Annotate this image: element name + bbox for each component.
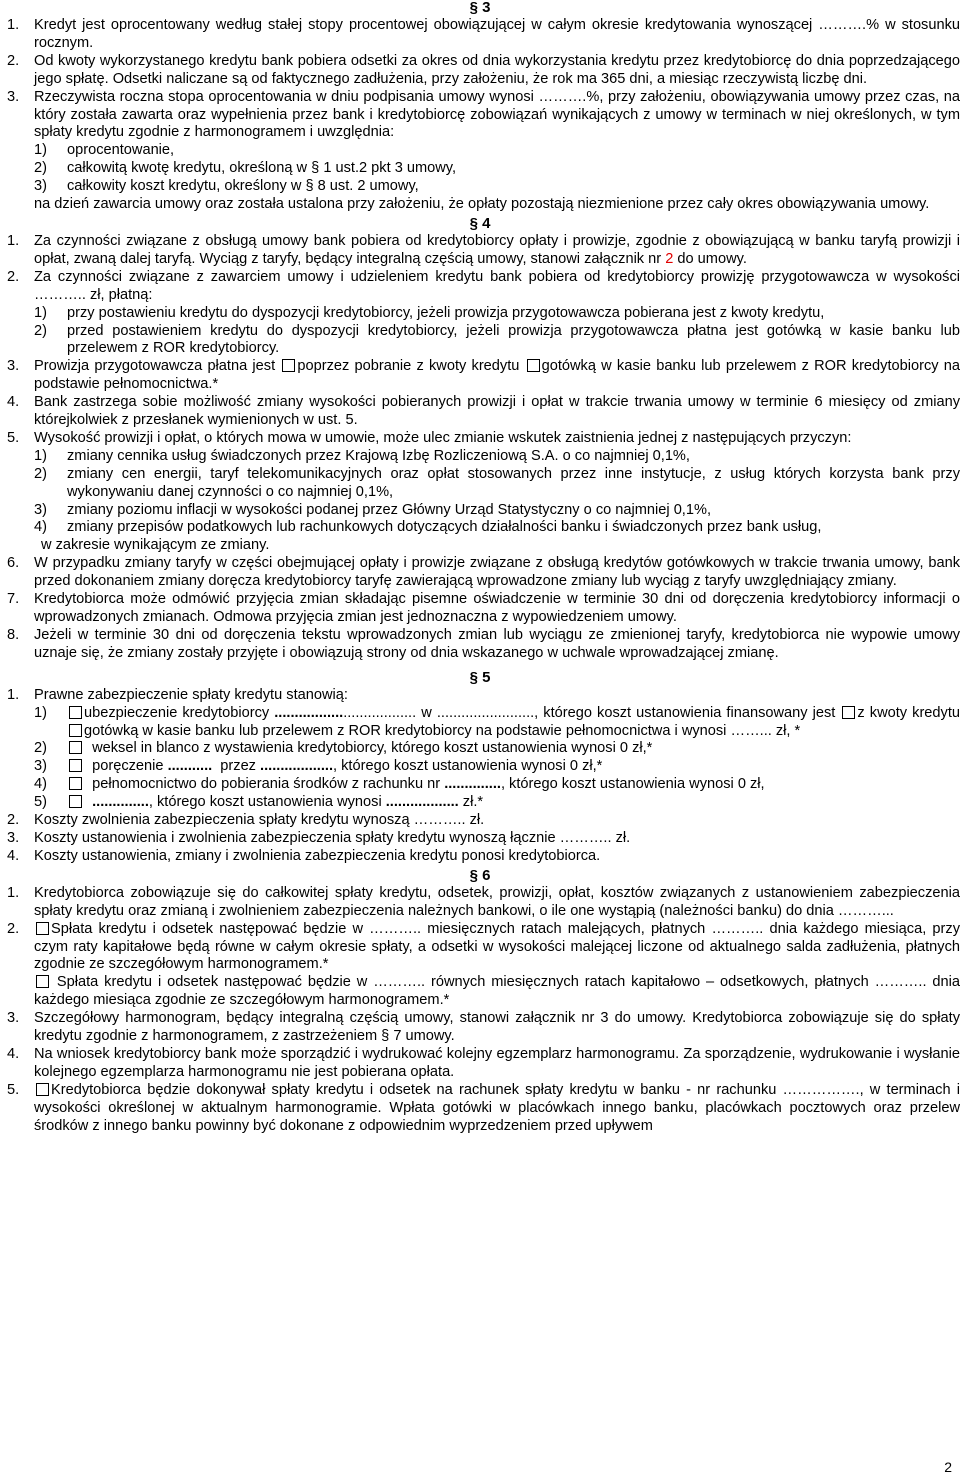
page-number: 2 [944,1459,952,1475]
s4-list-item: 1) zmiany cennika usług świadczonych przez Krajową Izbę Rozliczeniową S.A. o co najmniej 0,1%, [34,447,690,464]
section-5-heading: § 5 [469,668,491,686]
s4-paragraph-1: 1. Za czynności związane z obsługą umowy bank pobiera od kredytobiorcy opłaty i prowizje, zgodnie z obowiązującą w banku taryfą prowizji i opłat, zwaną dalej taryfą. Wyciąg z taryfy, będący integralną częścią umowy, stanowi załącznik nr 2 do umowy. [7,232,960,267]
s3-list-item: 3) całkowity koszt kredytu, określony w § 8 ust. 2 umowy, [34,178,419,195]
s3-list-item: 2) całkowitą kwotę kredytu, określoną w § 1 ust.2 pkt 3 umowy, [34,160,457,177]
checkbox[interactable] [36,975,49,988]
s4-paragraph-7: 7. Kredytobiorca może odmówić przyjęcia zmian składając pisemne oświadczenie w terminie 30 dni od doręczenia kredytobiorcy informacji o wprowadzonych zmianach. Odmowa przyjęcia zmian jest jednoznaczna z wypowiedzeniem umowy. [7,591,960,625]
s5-paragraph-3: 3. Koszty ustanowienia i zwolnienia zabezpieczenia spłaty kredytu wynoszą łącznie ……….. zł. [7,829,631,846]
checkbox[interactable] [69,759,82,772]
checkbox[interactable] [282,359,295,372]
s5-list-item-1: 1) ubezpieczenie kredytobiorcy ................................... w ........................, którego koszt ustanowienia finansowany jest z kwoty kredytu gotówką w kasie banku lub przelewem z ROR kredytobiorcy na podstawie pełnomocnictwa i wynosi ……... zł, * [34,704,960,739]
s5-list-item-3: 3) poręczenie ........... przez .................., którego koszt ustanowienia wynosi 0 zł,* [34,758,603,775]
s5-paragraph-1: 1. Prawne zabezpieczenie spłaty kredytu stanowią: [7,686,348,703]
checkbox[interactable] [69,777,82,790]
s4-paragraph-6: 6. W przypadku zmiany taryfy w części obejmującej opłaty i prowizje związane z obsługą kredytów gotówkowych w trakcie trwania umowy, bank przed dokonaniem zmiany doręcza kredytobiorcy taryfę zawierającą wprowadzone zmiany lub wyciąg z taryfy uwzględniający zmiany. [7,555,960,590]
s4-list-item: 1) przy postawieniu kredytu do dyspozycji kredytobiorcy, jeżeli prowizja przygotowawcza pobierana jest z kwoty kredytu, [34,304,825,321]
checkbox[interactable] [69,706,82,719]
s4-paragraph-8: 8. Jeżeli w terminie 30 dni od doręczenia tekstu wprowadzonych zmian lub wyciągu ze zmienionej taryfy, kredytobiorca nie wypowie umowy uznaje się, że zmiany zostały przyjęte i obowiązują strony od dnia wskazanego w uchwale wprowadzającej zmianę. [7,626,960,661]
s6-paragraph-2-alt: Spłata kredytu i odsetek następować będzie w ……….. równych miesięcznych ratach kapitałowo – odsetkowych, płatnych ……….. dnia każdego miesiąca zgodnie ze szczegółowym harmonogramem.* [34,974,960,1009]
s6-paragraph-2: 2. Spłata kredytu i odsetek następować będzie w ……….. miesięcznych ratach malejących, płatnych ……….. dnia każdego miesiąca, przy czym raty kapitałowe będą równe w całym okresie spłaty, a odsetki w wysokości malejącej liczone od aktualnego salda zadłużenia, płatnych zgodnie ze szczegółowym harmonogramem.* [7,920,960,973]
s4-list-tail: w zakresie wynikającym ze zmiany. [41,537,270,554]
s4-paragraph-5: 5. Wysokość prowizji i opłat, o których mowa w umowie, może ulec zmianie wskutek zaistnienia jednej z następujących przyczyn: [7,429,852,446]
attachment-number: 2 [665,250,674,267]
section-6-heading: § 6 [469,866,491,884]
s5-paragraph-4: 4. Koszty ustanowienia, zmiany i zwolnienia zabezpieczenia kredytu ponosi kredytobiorca. [7,847,601,864]
checkbox[interactable] [69,795,82,808]
s6-paragraph-4: 4. Na wniosek kredytobiorcy bank może sporządzić i wydrukować kolejny egzemplarz harmonogramu. Za sporządzenie, wydrukowanie i wysłanie kolejnego egzemplarza harmonogramu nie jest pobierana opłata. [7,1045,960,1080]
section-4-heading: § 4 [469,214,491,232]
checkbox[interactable] [842,706,855,719]
s4-list-item: 2) zmiany cen energii, taryf telekomunikacyjnych oraz opłat stosowanych przez inne instytucje, z usług których korzysta bank przy wykonywaniu danej czynności o co najmniej 0,1%, [34,465,960,500]
s4-list-item: 4) zmiany przepisów podatkowych lub rachunkowych dotyczących działalności banku i świadczonych przez bank usług, [34,519,822,536]
s3-paragraph-2: 2. Od kwoty wykorzystanego kredytu bank pobiera odsetki za okres od dnia wykorzystania kredytu przez kredytobiorcę do dnia poprzedzającego jego spłatę. Odsetki naliczane są od faktycznego zadłużenia, przy założeniu, że rok ma 365 dni, a miesiąc rzeczywistą liczbę dni. [7,52,960,87]
s4-list-item: 2) przed postawieniem kredytu do dyspozycji kredytobiorcy, jeżeli prowizja przygotowawcza płatna jest gotówką w kasie banku lub przelewem z ROR kredytobiorcy. [34,322,960,357]
s3-paragraph-1: 1. Kredyt jest oprocentowany według stałej stopy procentowej obowiązującej w całym okresie kredytowania wynoszącej ……….% w stosunku rocznym. [7,17,960,51]
s5-list-item-4: 4) pełnomocnictwo do pobierania środków z rachunku nr .............., którego koszt ustanowienia wynosi 0 zł, [34,776,765,793]
checkbox[interactable] [527,359,540,372]
s4-paragraph-2: 2. Za czynności związane z zawarciem umowy i udzieleniem kredytu bank pobiera od kredytobiorcy prowizję przygotowawcza w wysokości ……….. zł, płatną: [7,268,960,303]
s5-list-item-2: 2) weksel in blanco z wystawienia kredytobiorcy, którego koszt ustanowienia wynosi 0 zł,* [34,740,653,757]
s5-paragraph-2: 2. Koszty zwolnienia zabezpieczenia spłaty kredytu wynoszą ……….. zł. [7,812,485,829]
s3-list-item: 1) oprocentowanie, [34,142,175,159]
s3-paragraph-3: 3. Rzeczywista roczna stopa oprocentowania w dniu podpisania umowy wynosi ……….%, przy założeniu, obowiązywania umowy przez czas, na który została zawarta oraz wypełnienia przez bank i kredytobiorcę zobowiązań wynikających z umowy w terminach w niej określonych, w tym spłaty kredytu zgodnie z harmonogramem i uwzględnia: [7,88,960,141]
checkbox[interactable] [69,741,82,754]
s3-tail-text: na dzień zawarcia umowy oraz została ustalona przy założeniu, że opłaty pozostają niezmienione przez cały okres obowiązywania umowy. [34,196,930,213]
s6-paragraph-5: 5. Kredytobiorca będzie dokonywał spłaty kredytu i odsetek na rachunek spłaty kredytu w banku - nr rachunku ……………., w terminach i wysokości określonej w aktualnym harmonogramie. Wpłata gotówki w placówkach innego banku, placówkach pocztowych oraz przelew środków z innego banku powinny być dokonane z odpowiednim wyprzedzeniem przed upływem [7,1081,960,1134]
s4-paragraph-3: 3. Prowizja przygotowawcza płatna jest poprzez pobranie z kwoty kredytu gotówką w kasie banku lub przelewem z ROR kredytobiorcy na podstawie pełnomocnictwa.* [7,358,960,393]
checkbox[interactable] [69,724,82,737]
s4-list-item: 3) zmiany poziomu inflacji w wysokości podanej przez Główny Urząd Statystyczny o co najmniej 0,1%, [34,501,712,518]
section-3-heading: § 3 [469,0,491,16]
s6-paragraph-1: 1. Kredytobiorca zobowiązuje się do całkowitej spłaty kredytu, odsetek, prowizji, opłat, kosztów związanych z ustanowieniem zabezpieczenia spłaty kredytu oraz zmianą i zwolnieniem zabezpieczenia należnych bankowi, o ile one wystąpią (należności banku) do dnia ………... [7,884,960,919]
checkbox[interactable] [36,922,49,935]
s5-list-item-5: 5) .............., którego koszt ustanowienia wynosi .................. zł.* [34,794,484,811]
checkbox[interactable] [36,1083,49,1096]
s6-paragraph-3: 3. Szczegółowy harmonogram, będący integralną częścią umowy, stanowi załącznik nr 3 do umowy. Kredytobiorca zobowiązuje się do spłaty kredytu zgodnie z harmonogramem, z zastrzeżeniem § 7 umowy. [7,1010,960,1045]
s4-paragraph-4: 4. Bank zastrzega sobie możliwość zmiany wysokości pobieranych prowizji i opłat w trakcie trwania umowy w terminie 6 miesięcy od zmiany którejkolwiek z przesłanek wymienionych w ust. 5. [7,394,960,429]
